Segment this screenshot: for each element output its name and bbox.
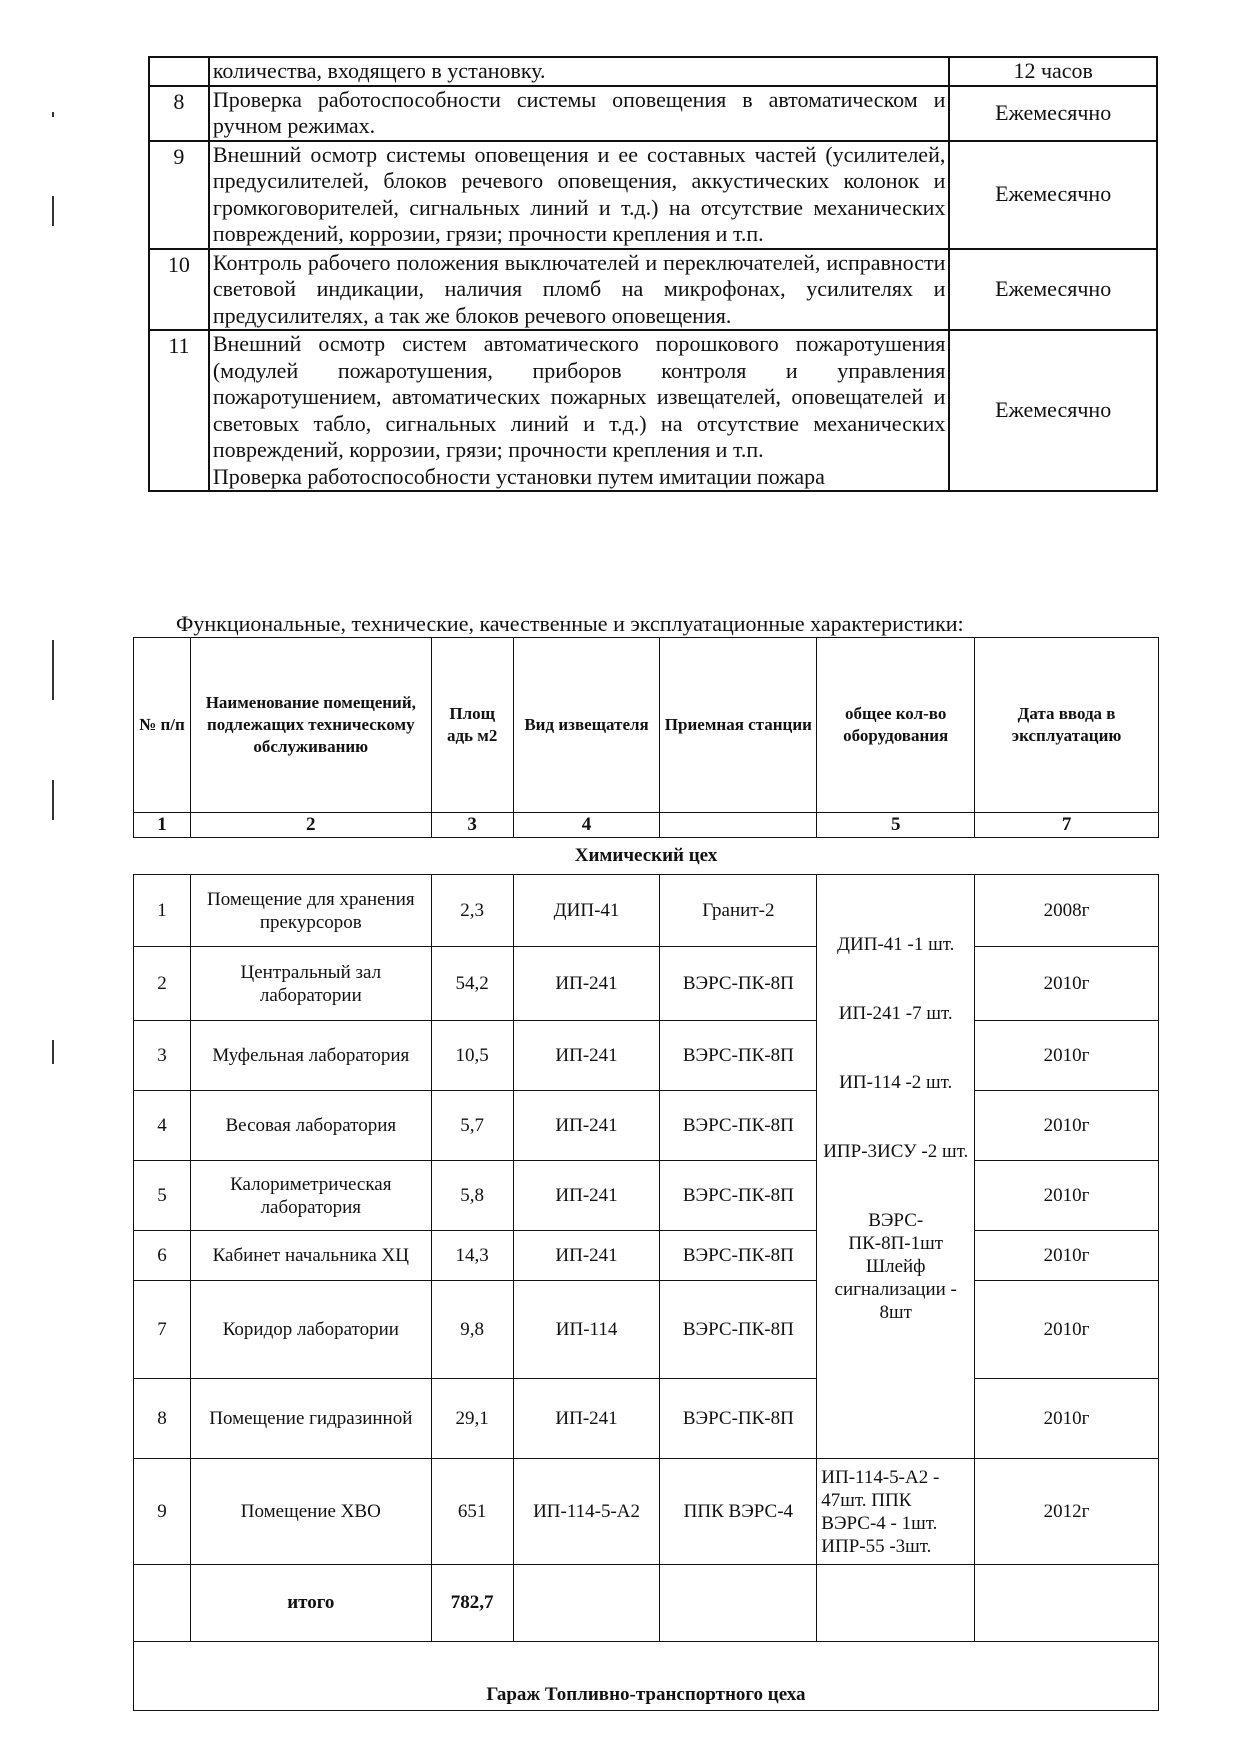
cell-room-name: Помещение для хранения прекурсоров xyxy=(190,875,431,947)
total-label: итого xyxy=(190,1565,431,1642)
equipment-line: ИП-241 -7 шт. xyxy=(838,1003,953,1024)
cell-number: 4 xyxy=(134,1091,191,1161)
cell-station: Гранит-2 xyxy=(660,875,817,947)
cell-number: 2 xyxy=(134,947,191,1021)
column-header: Наименование помещений, подлежащих техническому обслуживанию xyxy=(190,638,431,813)
cell-station: ВЭРС-ПК-8П xyxy=(660,1231,817,1281)
table-row xyxy=(134,1379,1159,1459)
cell-area: 5,7 xyxy=(431,1091,513,1161)
scan-mark xyxy=(52,640,54,700)
cell-date: 2010г xyxy=(975,1091,1159,1161)
table-row xyxy=(134,1459,1159,1565)
table-row xyxy=(134,1091,1159,1161)
row-number xyxy=(149,57,209,86)
table-row xyxy=(149,249,1157,331)
table-row xyxy=(149,57,1157,86)
cell-area: 29,1 xyxy=(431,1379,513,1459)
column-header: Дата ввода в эксплуатацию xyxy=(975,638,1159,813)
cell-detector: ИП-241 xyxy=(513,1091,660,1161)
row-description: количества, входящего в установку. xyxy=(209,57,950,86)
cell-area: 9,8 xyxy=(431,1281,513,1379)
table-row xyxy=(134,947,1159,1021)
total-area: 782,7 xyxy=(431,1565,513,1642)
table-row xyxy=(134,1231,1159,1281)
cell-detector: ИП-114 xyxy=(513,1281,660,1379)
table-row xyxy=(149,141,1157,249)
cell-date: 2010г xyxy=(975,1161,1159,1231)
cell-area: 2,3 xyxy=(431,875,513,947)
column-header: общее кол-во оборудования xyxy=(817,638,975,813)
cell-detector: ИП-241 xyxy=(513,947,660,1021)
cell-station: ВЭРС-ПК-8П xyxy=(660,947,817,1021)
row-frequency: 12 часов xyxy=(949,57,1157,86)
cell-empty xyxy=(817,1565,975,1642)
table-row xyxy=(149,330,1157,491)
column-header: № п/п xyxy=(134,638,191,813)
column-header: Приемная станции xyxy=(660,638,817,813)
cell-date: 2012г xyxy=(975,1459,1159,1565)
column-index: 2 xyxy=(190,813,431,838)
cell-room-name: Центральный зал лаборатории xyxy=(190,947,431,1021)
column-index xyxy=(660,813,817,838)
cell-empty xyxy=(513,1565,660,1642)
section-row xyxy=(134,1642,1159,1711)
cell-empty xyxy=(975,1565,1159,1642)
cell-number: 5 xyxy=(134,1161,191,1231)
row-description: Контроль рабочего положения выключателей и переключателей, исправности световой индикации, наличия пломб на микрофонах, усилителях и предусилителях, а так же блоков речевого оповещения. xyxy=(209,249,950,331)
cell-detector: ИП-241 xyxy=(513,1231,660,1281)
column-index: 4 xyxy=(513,813,660,838)
section-row xyxy=(134,838,1159,875)
cell-date: 2008г xyxy=(975,875,1159,947)
cell-room-name: Весовая лаборатория xyxy=(190,1091,431,1161)
cell-detector: ИП-241 xyxy=(513,1161,660,1231)
cell-area: 14,3 xyxy=(431,1231,513,1281)
table-row xyxy=(134,1021,1159,1091)
section-title: Гараж Топливно-транспортного цеха xyxy=(134,1642,1159,1711)
row-number: 9 xyxy=(149,141,209,249)
cell-room-name: Калориметрическая лаборатория xyxy=(190,1161,431,1231)
cell-equipment: ИП-114-5-А2 - 47шт. ППК ВЭРС-4 - 1шт. ИПР-55 -3шт. xyxy=(817,1459,975,1565)
cell-date: 2010г xyxy=(975,1281,1159,1379)
row-description xyxy=(209,330,950,491)
table-row xyxy=(134,1161,1159,1231)
row-description-text: Внешний осмотр систем автоматического порошкового пожаротушения (модулей пожаротушения, приборов контроля и управления пожаротушением, автоматических пожарных извещателей, оповещателей и световых табло, сигнальных линий и т.д.) на отсутствие механических повреждений, коррозии, грязи; прочности крепления и т.п. xyxy=(212,331,946,462)
cell-area: 10,5 xyxy=(431,1021,513,1091)
cell-station: ВЭРС-ПК-8П xyxy=(660,1379,817,1459)
table-row xyxy=(149,86,1157,141)
cell-detector: ИП-241 xyxy=(513,1021,660,1091)
row-frequency: Ежемесячно xyxy=(949,86,1157,141)
cell-detector: ИП-241 xyxy=(513,1379,660,1459)
row-description: Проверка работоспособности системы оповещения в автоматическом и ручном режимах. xyxy=(209,86,950,141)
maintenance-table xyxy=(148,56,1158,492)
section-title: Химический цех xyxy=(134,838,1159,875)
cell-empty xyxy=(134,1565,191,1642)
cell-detector: ДИП-41 xyxy=(513,875,660,947)
total-row xyxy=(134,1565,1159,1642)
cell-station: ВЭРС-ПК-8П xyxy=(660,1091,817,1161)
row-number: 11 xyxy=(149,330,209,491)
cell-date: 2010г xyxy=(975,947,1159,1021)
cell-date: 2010г xyxy=(975,1379,1159,1459)
cell-number: 9 xyxy=(134,1459,191,1565)
column-header: Вид извещателя xyxy=(513,638,660,813)
cell-empty xyxy=(660,1565,817,1642)
table-row xyxy=(134,875,1159,947)
row-number: 10 xyxy=(149,249,209,331)
table-row xyxy=(134,1281,1159,1379)
cell-number: 7 xyxy=(134,1281,191,1379)
cell-room-name: Муфельная лаборатория xyxy=(190,1021,431,1091)
scan-mark xyxy=(52,780,54,820)
row-frequency: Ежемесячно xyxy=(949,141,1157,249)
row-frequency: Ежемесячно xyxy=(949,249,1157,331)
cell-area: 54,2 xyxy=(431,947,513,1021)
equipment-line: ДИП-41 -1 шт. xyxy=(837,934,955,955)
cell-detector: ИП-114-5-А2 xyxy=(513,1459,660,1565)
cell-station: ВЭРС-ПК-8П xyxy=(660,1161,817,1231)
equipment-line: ИП-114 -2 шт. xyxy=(839,1072,953,1093)
cell-area: 5,8 xyxy=(431,1161,513,1231)
row-description-extra: Проверка работоспособности установки путем имитации пожара xyxy=(212,463,825,489)
characteristics-table xyxy=(133,637,1159,1711)
table-header-row xyxy=(134,638,1159,813)
cell-room-name: Помещение ХВО xyxy=(190,1459,431,1565)
row-frequency: Ежемесячно xyxy=(949,330,1157,491)
cell-number: 8 xyxy=(134,1379,191,1459)
column-index-row xyxy=(134,813,1159,838)
cell-station: ППК ВЭРС-4 xyxy=(660,1459,817,1565)
column-index: 5 xyxy=(817,813,975,838)
cell-date: 2010г xyxy=(975,1021,1159,1091)
cell-number: 3 xyxy=(134,1021,191,1091)
cell-equipment-summary xyxy=(817,875,975,1459)
cell-station: ВЭРС-ПК-8П xyxy=(660,1281,817,1379)
section-caption: Функциональные, технические, качественные и эксплуатационные характеристики: xyxy=(176,611,964,636)
cell-number: 6 xyxy=(134,1231,191,1281)
cell-room-name: Помещение гидразинной xyxy=(190,1379,431,1459)
cell-date: 2010г xyxy=(975,1231,1159,1281)
cell-station: ВЭРС-ПК-8П xyxy=(660,1021,817,1091)
row-description: Внешний осмотр системы оповещения и ее составных частей (усилителей, предусилителей, блоков речевого оповещения, аккустических колонок и громкоговорителей, сигнальных линий и т.д.) на отсутствие механических повреждений, коррозии, грязи; прочности крепления и т.п. xyxy=(209,141,950,249)
cell-room-name: Кабинет начальника ХЦ xyxy=(190,1231,431,1281)
equipment-line: ВЭРС-ПК-8П-1шт Шлейф сигнализации - 8шт xyxy=(834,1210,957,1323)
equipment-line: ИПР-3ИСУ -2 шт. xyxy=(823,1141,969,1162)
column-index: 1 xyxy=(134,813,191,838)
cell-room-name: Коридор лаборатории xyxy=(190,1281,431,1379)
scan-mark xyxy=(52,1040,54,1064)
scan-mark xyxy=(52,196,54,226)
column-index: 7 xyxy=(975,813,1159,838)
cell-area: 651 xyxy=(431,1459,513,1565)
column-header: Площ адь м2 xyxy=(431,638,513,813)
row-number: 8 xyxy=(149,86,209,141)
cell-number: 1 xyxy=(134,875,191,947)
column-index: 3 xyxy=(431,813,513,838)
scan-mark xyxy=(52,112,54,117)
